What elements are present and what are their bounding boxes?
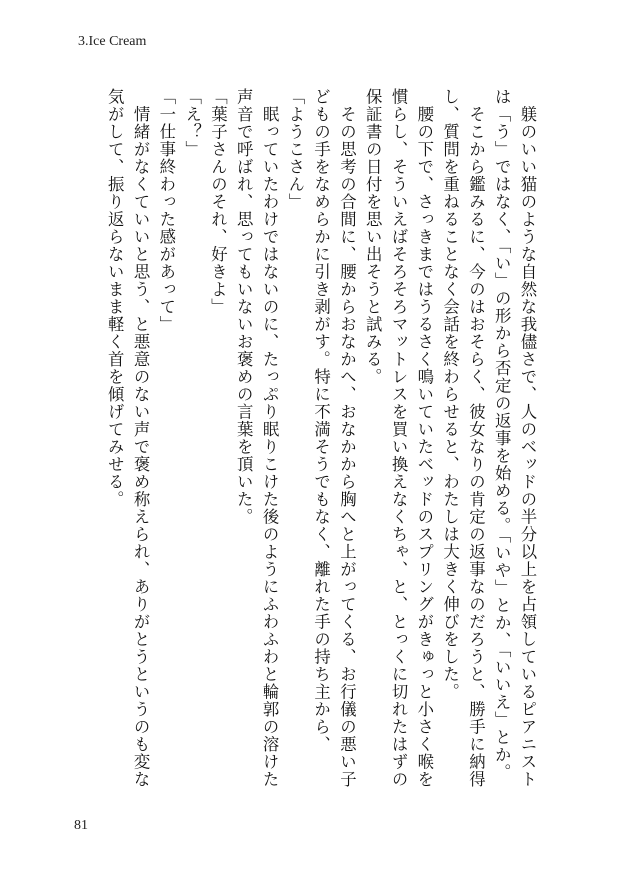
paragraph: 情緒がなくていいと思う、と悪意のない声で褒め称えられ、ありがとうというのも変な気がして、振り返らないまま軽く首を傾げてみせる。 <box>105 88 151 788</box>
paragraph: 「ようこさん」 <box>285 88 305 211</box>
running-header: 3.Ice Cream <box>78 34 147 49</box>
paragraph: 腰の下で、さっきまではうるさく鳴いていたベッドのスプリングがきゅっと小さく喉を慣らし、そういえばそろそろマットレスを買い換えなくちゃ、と、とっくに切れたはずの保証書の日付を思い出そうと試みる。 <box>363 88 434 788</box>
page-number: 81 <box>74 818 88 833</box>
paragraph: そこから鑑みるに、今のはおそらく、彼女なりの肯定の返事なのだろうと、勝手に納得し、質問を重ねることなく会話を終わらせると、わたしは大きく伸びをした。 <box>440 88 486 788</box>
paragraph: その思考の合間に、腰からおなかへ、おなかから胸へと上がってくる、お行儀の悪い子どもの手をなめらかに引き剥がす。特に不満そうでもなく、離れた手の持ち主から、 <box>311 88 357 788</box>
paragraph: 「一仕事終わった感があって」 <box>156 88 176 333</box>
paragraph: 「葉子さんのそれ、好きよ」 <box>208 88 228 316</box>
paragraph: 眠っていたわけではないのに、たっぷり眠りこけた後のようにふわふわと輪郭の溶けた声音で呼ばれ、思ってもいないお褒めの言葉を頂いた。 <box>234 88 280 788</box>
paragraph: 「え？」 <box>182 88 202 158</box>
body-text <box>60 88 540 800</box>
paragraph: 躾のいい猫のような自然な我儘さで、人のベッドの半分以上を占領しているピアニストは「う」ではなく、「い」の形から否定の返事を始める。「いや」とか、「いいえ」とか。 <box>492 88 537 788</box>
